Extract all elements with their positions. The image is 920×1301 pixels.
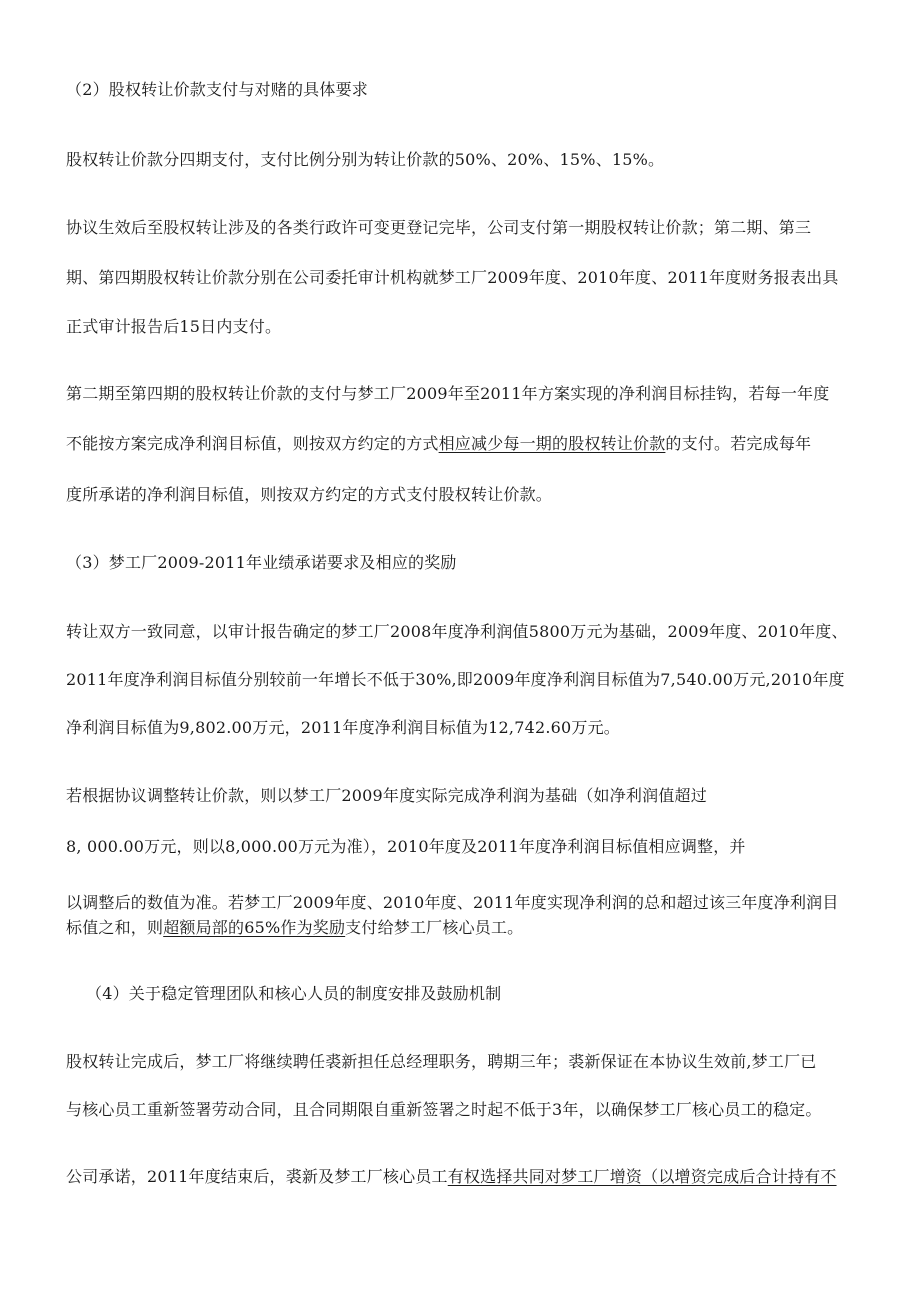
paragraph-adjustment-line-3: 以调整后的数值为准。若梦工厂2009年度、2010年度、2011年度实现净利润的总和超过该三年度净利润目 bbox=[66, 893, 839, 912]
paragraph-retention-line-1: 股权转让完成后，梦工厂将继续聘任裘新担任总经理职务，聘期三年；裘新保证在本协议生效前,梦工厂已 bbox=[66, 1052, 817, 1071]
paragraph-payment-schedule: 股权转让价款分四期支付，支付比例分别为转让价款的50%、20%、15%、15%。 bbox=[66, 150, 665, 169]
paragraph-targets-line-2: 2011年度净利润目标值分别较前一年增长不低于30%,即2009年度净利润目标值为7,540.00万元,2010年度 bbox=[66, 670, 845, 689]
paragraph-retention-line-2: 与核心员工重新签署劳动合同，且合同期限自重新签署之时起不低于3年，以确保梦工厂核心员工的稳定。 bbox=[66, 1100, 822, 1119]
text-segment: 不能按方案完成净利润目标值，则按双方约定的方式 bbox=[66, 434, 439, 453]
paragraph-payment-timing-line-2: 期、第四期股权转让价款分别在公司委托审计机构就梦工厂2009年度、2010年度、2011年度财务报表出具 bbox=[66, 268, 839, 287]
section-heading-4: （4）关于稳定管理团队和核心人员的制度安排及鼓励机制 bbox=[86, 984, 502, 1003]
paragraph-profit-link-line-2 bbox=[66, 434, 860, 454]
underlined-text: 超额局部的65%作为奖励 bbox=[163, 918, 346, 937]
paragraph-profit-link-line-3: 度所承诺的净利润目标值，则按双方约定的方式支付股权转让价款。 bbox=[66, 485, 553, 504]
paragraph-payment-timing-line-3: 正式审计报告后15日内支付。 bbox=[66, 317, 282, 336]
paragraph-profit-link-line-1: 第二期至第四期的股权转让价款的支付与梦工厂2009年至2011年方案实现的净利润目标挂钩，若每一年度 bbox=[66, 384, 830, 403]
text-segment: 公司承诺，2011年度结束后，裘新及梦工厂核心员工 bbox=[66, 1167, 448, 1186]
paragraph-adjustment-line-4 bbox=[66, 918, 860, 938]
text-segment: 标值之和，则 bbox=[66, 918, 164, 937]
section-heading-2: （2）股权转让价款支付与对赌的具体要求 bbox=[66, 80, 368, 99]
underlined-text: 相应减少每一期的股权转让价款 bbox=[438, 434, 666, 453]
paragraph-payment-timing-line-1: 协议生效后至股权转让涉及的各类行政许可变更登记完毕，公司支付第一期股权转让价款；第二期、第三 bbox=[66, 218, 812, 237]
text-segment: 的支付。若完成每年 bbox=[665, 434, 812, 453]
paragraph-targets-line-3: 净利润目标值为9,802.00万元，2011年度净利润目标值为12,742.60万元。 bbox=[66, 718, 620, 737]
paragraph-capital-increase-line-1 bbox=[66, 1167, 860, 1187]
paragraph-targets-line-1: 转让双方一致同意，以审计报告确定的梦工厂2008年度净利润值5800万元为基础，2009年度、2010年度、 bbox=[66, 622, 848, 641]
paragraph-adjustment-line-2: 8, 000.00万元，则以8,000.00万元为准），2010年度及2011年度净利润目标值相应调整，并 bbox=[66, 837, 746, 856]
text-segment: 支付给梦工厂核心员工。 bbox=[345, 918, 524, 937]
underlined-text: 有权选择共同对梦工厂增资（以增资完成后合计持有不 bbox=[447, 1167, 837, 1186]
paragraph-adjustment-line-1: 若根据协议调整转让价款，则以梦工厂2009年度实际完成净利润为基础（如净利润值超过 bbox=[66, 786, 707, 805]
section-heading-3: （3）梦工厂2009-2011年业绩承诺要求及相应的奖励 bbox=[66, 553, 457, 572]
